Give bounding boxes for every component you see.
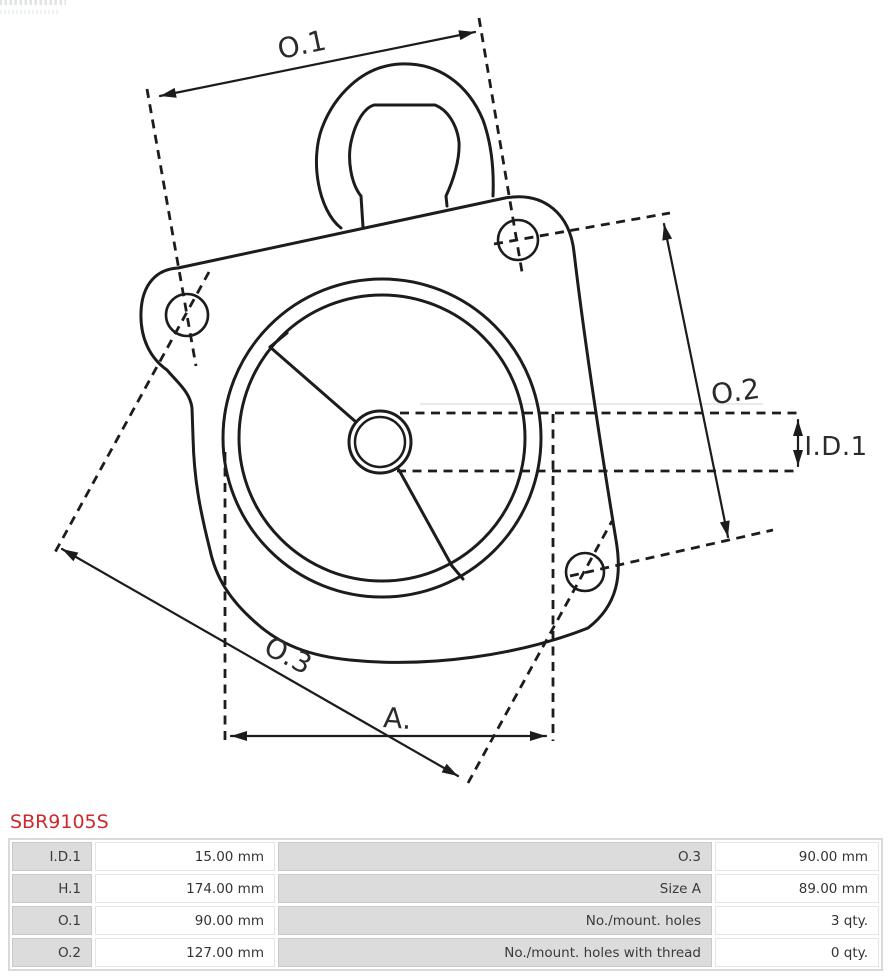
spec-key: O.2 xyxy=(12,938,92,967)
spec-value: 89.00 mm xyxy=(715,874,879,903)
shaft-hole-inner xyxy=(355,417,405,467)
spec-key: No./mount. holes with thread xyxy=(278,938,712,967)
sector-line-lower xyxy=(399,470,452,566)
sector-line-upper xyxy=(270,347,356,422)
spec-key: No./mount. holes xyxy=(278,906,712,935)
dimension-label-o2: O.2 xyxy=(709,371,763,412)
top-lobe-inner xyxy=(350,105,460,227)
top-lobe-outer xyxy=(316,64,493,228)
shaft-hole-outer xyxy=(349,411,411,473)
spec-value: 0 qty. xyxy=(715,938,879,967)
part-number-title: SBR9105S xyxy=(10,811,109,833)
spec-value: 3 qty. xyxy=(715,906,879,935)
spec-key: Size A xyxy=(278,874,712,903)
table-row xyxy=(12,938,879,967)
spec-key: O.1 xyxy=(12,906,92,935)
spec-key: O.3 xyxy=(278,842,712,871)
extension-lines xyxy=(53,18,798,783)
spec-table xyxy=(8,838,883,971)
spec-key: H.1 xyxy=(12,874,92,903)
dimension-label-id1: I.D.1 xyxy=(804,432,868,462)
spec-key: I.D.1 xyxy=(12,842,92,871)
spec-value: 127.00 mm xyxy=(95,938,275,967)
spec-value: 90.00 mm xyxy=(715,842,879,871)
spec-value: 174.00 mm xyxy=(95,874,275,903)
table-row xyxy=(12,874,879,903)
table-row xyxy=(12,906,879,935)
dimension-label-o1: O.1 xyxy=(274,23,330,66)
dimension-label-a: A. xyxy=(382,701,414,736)
spec-value: 15.00 mm xyxy=(95,842,275,871)
dimension-label-o3: O.3 xyxy=(258,629,318,682)
mounting-hole-top-left xyxy=(166,294,208,336)
spec-value: 90.00 mm xyxy=(95,906,275,935)
sector-notch-upper xyxy=(270,333,287,347)
table-row xyxy=(12,842,879,871)
boss-outer-circle xyxy=(223,279,541,597)
plate-outline xyxy=(141,197,618,663)
